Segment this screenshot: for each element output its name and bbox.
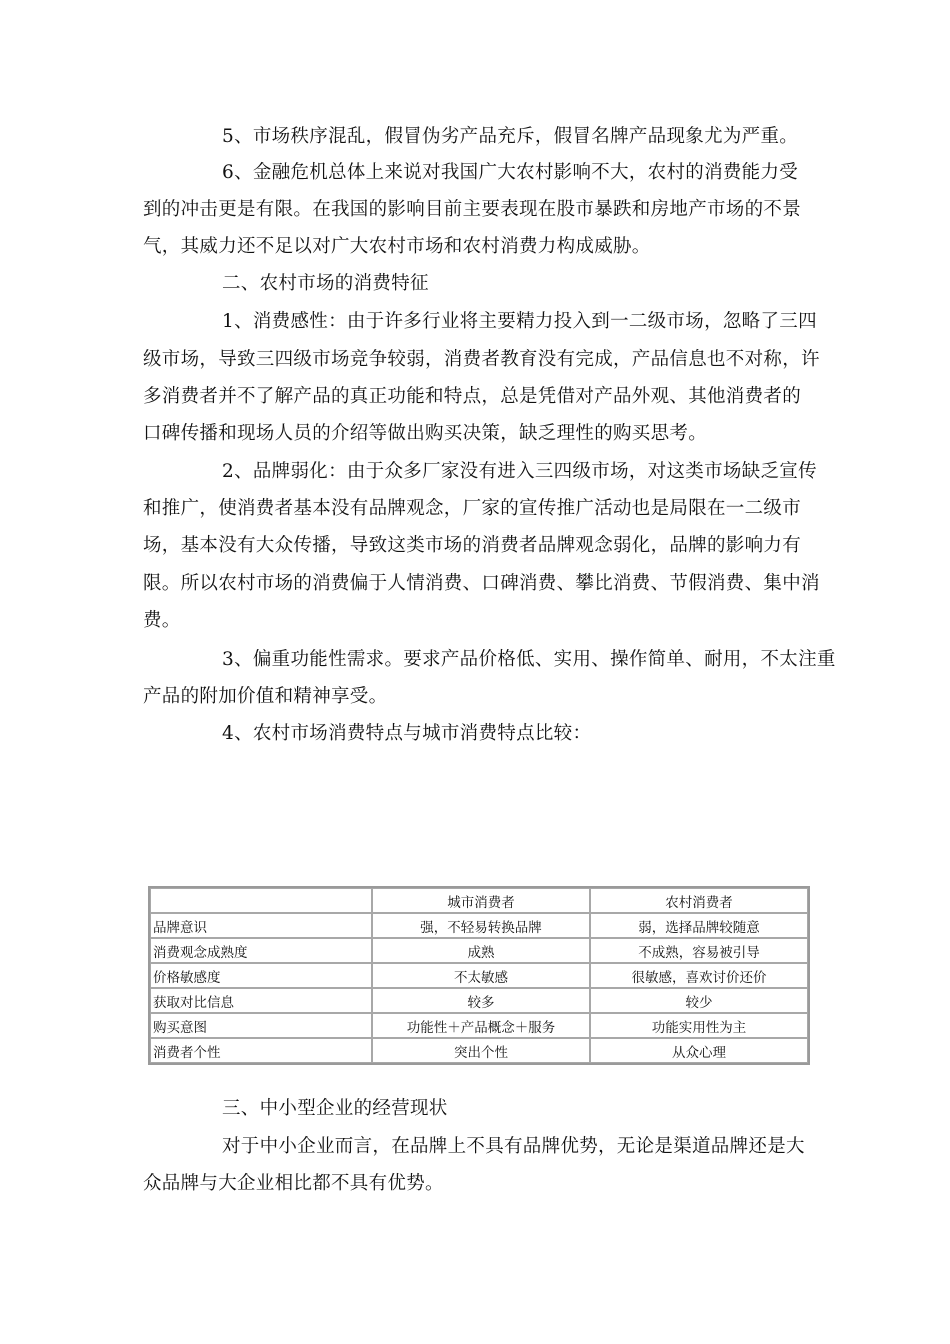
table-cell: 弱，选择品牌较随意	[590, 913, 808, 938]
table-header-row	[150, 888, 808, 913]
paragraph-item-5: 5、市场秩序混乱，假冒伪劣产品充斥，假冒名牌产品现象尤为严重。	[222, 126, 799, 147]
table-cell: 不成熟，容易被引导	[590, 938, 808, 963]
paragraph-c2-line-4: 限。所以农村市场的消费偏于人情消费、口碑消费、攀比消费、节假消费、集中消	[143, 573, 820, 594]
section-heading-3: 三、中小型企业的经营现状	[222, 1098, 448, 1119]
table-cell: 功能实用性为主	[590, 1013, 808, 1038]
table-cell: 消费观念成熟度	[150, 938, 372, 963]
paragraph-c2-line-1: 2、品牌弱化：由于众多厂家没有进入三四级市场，对这类市场缺乏宣传	[222, 461, 817, 482]
paragraph-s1-line-2: 众品牌与大企业相比都不具有优势。	[143, 1173, 444, 1194]
table-header-cell: 农村消费者	[590, 888, 808, 913]
table-cell: 价格敏感度	[150, 963, 372, 988]
paragraph-c1-line-4: 口碑传播和现场人员的介绍等做出购买决策，缺乏理性的购买思考。	[143, 423, 708, 444]
table-row	[150, 938, 808, 963]
paragraph-c4: 4、农村市场消费特点与城市消费特点比较：	[222, 723, 592, 744]
paragraph-c3-line-1: 3、偏重功能性需求。要求产品价格低、实用、操作简单、耐用，不太注重	[222, 649, 836, 670]
paragraph-c2-line-3: 场，基本没有大众传播，导致这类市场的消费者品牌观念弱化，品牌的影响力有	[143, 535, 802, 556]
paragraph-item-6-line-3: 气，其威力还不足以对广大农村市场和农村消费力构成威胁。	[143, 236, 651, 257]
paragraph-c3-line-2: 产品的附加价值和精神享受。	[143, 686, 388, 707]
table-cell: 很敏感，喜欢讨价还价	[590, 963, 808, 988]
table-header-cell: 城市消费者	[372, 888, 590, 913]
table-cell: 购买意图	[150, 1013, 372, 1038]
paragraph-c1-line-3: 多消费者并不了解产品的真正功能和特点，总是凭借对产品外观、其他消费者的	[143, 386, 802, 407]
table-cell: 较少	[590, 988, 808, 1013]
table-cell: 功能性＋产品概念＋服务	[372, 1013, 590, 1038]
table-cell: 较多	[372, 988, 590, 1013]
paragraph-c2-line-2: 和推广，使消费者基本没有品牌观念，厂家的宣传推广活动也是局限在一二级市	[143, 498, 802, 519]
paragraph-item-6-line-2: 到的冲击更是有限。在我国的影响目前主要表现在股市暴跌和房地产市场的不景	[143, 199, 802, 220]
paragraph-c2-line-5: 费。	[143, 610, 181, 631]
table-row	[150, 988, 808, 1013]
comparison-table	[148, 886, 810, 1065]
table-header-cell	[150, 888, 372, 913]
table-cell: 消费者个性	[150, 1038, 372, 1063]
paragraph-s1-line-1: 对于中小企业而言，在品牌上不具有品牌优势，无论是渠道品牌还是大	[222, 1136, 805, 1157]
table-row	[150, 913, 808, 938]
table-cell: 品牌意识	[150, 913, 372, 938]
table-row	[150, 1038, 808, 1063]
table-cell: 成熟	[372, 938, 590, 963]
table-row	[150, 963, 808, 988]
table-cell: 获取对比信息	[150, 988, 372, 1013]
table-row	[150, 1013, 808, 1038]
paragraph-c1-line-2: 级市场，导致三四级市场竞争较弱，消费者教育没有完成，产品信息也不对称，许	[143, 349, 820, 370]
table-cell: 强，不轻易转换品牌	[372, 913, 590, 938]
section-heading-2: 二、农村市场的消费特征	[222, 273, 429, 294]
table-cell: 突出个性	[372, 1038, 590, 1063]
paragraph-item-6-line-1: 6、金融危机总体上来说对我国广大农村影响不大，农村的消费能力受	[222, 162, 799, 183]
paragraph-c1-line-1: 1、消费感性：由于许多行业将主要精力投入到一二级市场，忽略了三四	[222, 311, 817, 332]
table-cell: 从众心理	[590, 1038, 808, 1063]
table-cell: 不太敏感	[372, 963, 590, 988]
